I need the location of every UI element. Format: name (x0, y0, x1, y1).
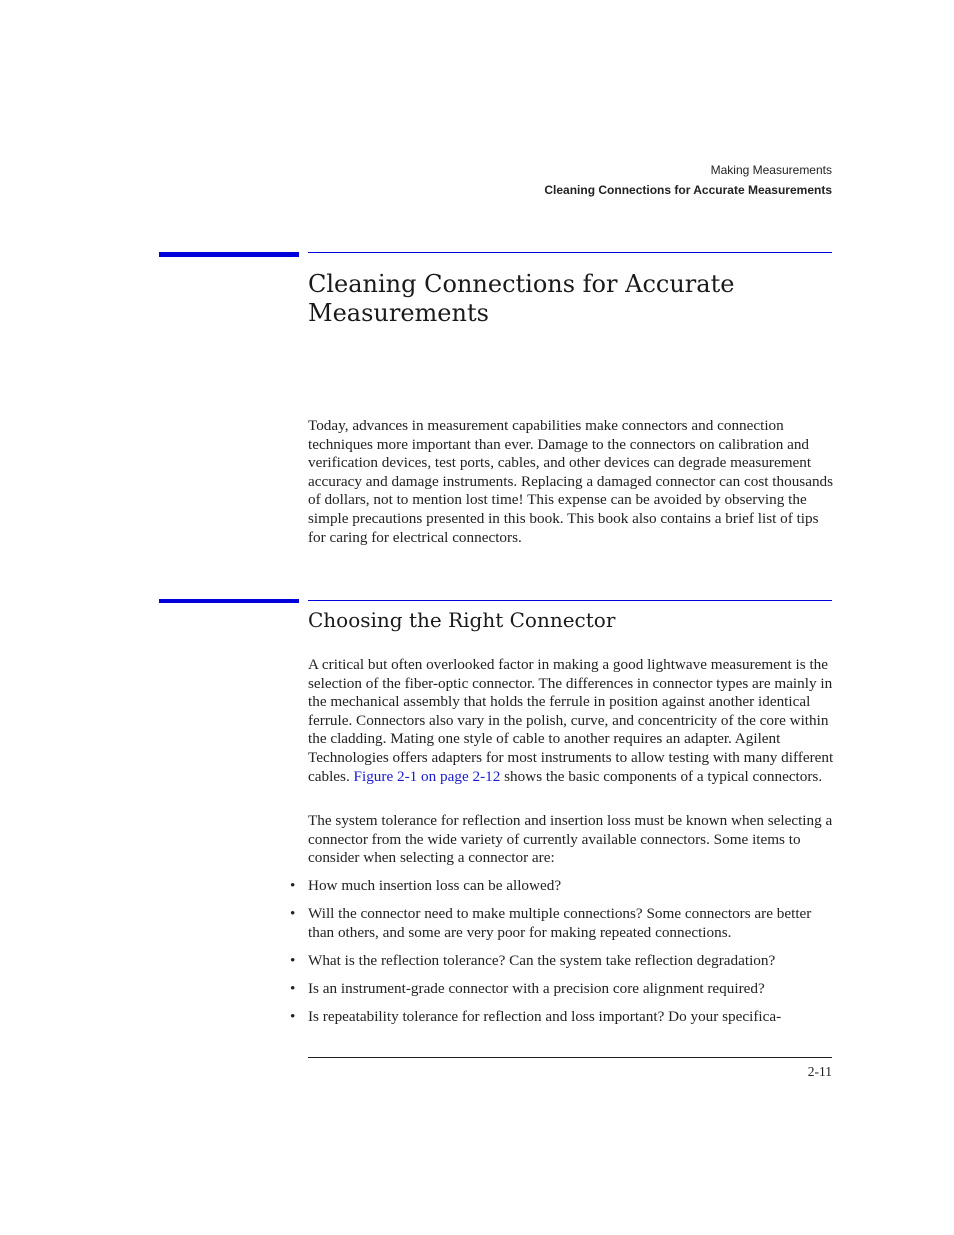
list-item (290, 1008, 838, 1027)
connector-paragraph-text-end: shows the basic components of a typical connectors. (500, 767, 823, 785)
considerations-list (290, 877, 838, 1036)
bullet-icon: • (290, 904, 296, 922)
subsection-accent-bar (159, 599, 299, 603)
running-header (544, 160, 832, 200)
section-accent-bar (159, 252, 299, 257)
bullet-icon: • (290, 979, 296, 997)
list-item (290, 952, 838, 971)
header-section: Cleaning Connections for Accurate Measurements (544, 183, 832, 197)
list-item (290, 980, 838, 999)
list-item-text: What is the reflection tolerance? Can the system take reflection degradation? (308, 951, 776, 969)
subsection-rule (308, 600, 832, 601)
tolerance-paragraph: The system tolerance for reflection and insertion loss must be known when selecting a connector from the wide variety of currently available connectors. Some items to consider when selecting a connector are: (308, 812, 833, 867)
list-item-text: Is repeatability tolerance for reflection and loss important? Do your specifica- (308, 1007, 782, 1025)
list-item-text: How much insertion loss can be allowed? (308, 877, 562, 894)
section-rule (308, 252, 832, 253)
page-number: 2-11 (807, 1064, 832, 1079)
connector-paragraph-text: A critical but often overlooked factor in making a good lightwave measurement is the selection of the fiber-optic connector. The differences in connector types are mainly in the mechanical assembly that holds the ferrule in position against another identical ferrule. Connectors also vary in the polish, curve, and concentricity of the core within the cladding. Mating one style of cable to another requires an adapter. Agilent Technologies offers adapters for most instruments to allow testing with many different cables. (308, 656, 834, 785)
list-item-text: Is an instrument-grade connector with a precision core alignment required? (308, 979, 765, 997)
intro-paragraph: Today, advances in measurement capabilities make connectors and connection techniques more important than ever. Damage to the connectors on calibration and verification devices, test ports, cables, and other devices can degrade measurement accuracy and damage instruments. Replacing a damaged connector can cost thousands of dollars, not to mention lost time! This expense can be avoided by observing the simple precautions presented in this book. This book also contains a brief list of tips for caring for electrical connectors. (308, 417, 834, 546)
list-item-text: Will the connector need to make multiple connections? Some connectors are better than others, and some are very poor for making repeated connections. (308, 904, 812, 941)
bullet-icon: • (290, 877, 296, 894)
list-item (290, 905, 838, 942)
section-title: Cleaning Connections for Accurate Measurements (308, 270, 735, 327)
header-chapter: Making Measurements (710, 163, 832, 177)
connector-paragraph (308, 656, 834, 786)
bullet-icon: • (290, 1007, 296, 1025)
subsection-title: Choosing the Right Connector (308, 608, 616, 632)
bullet-icon: • (290, 951, 296, 969)
figure-link[interactable]: Figure 2-1 on page 2-12 (353, 767, 501, 785)
footer-rule (308, 1057, 832, 1058)
list-item (290, 877, 838, 896)
